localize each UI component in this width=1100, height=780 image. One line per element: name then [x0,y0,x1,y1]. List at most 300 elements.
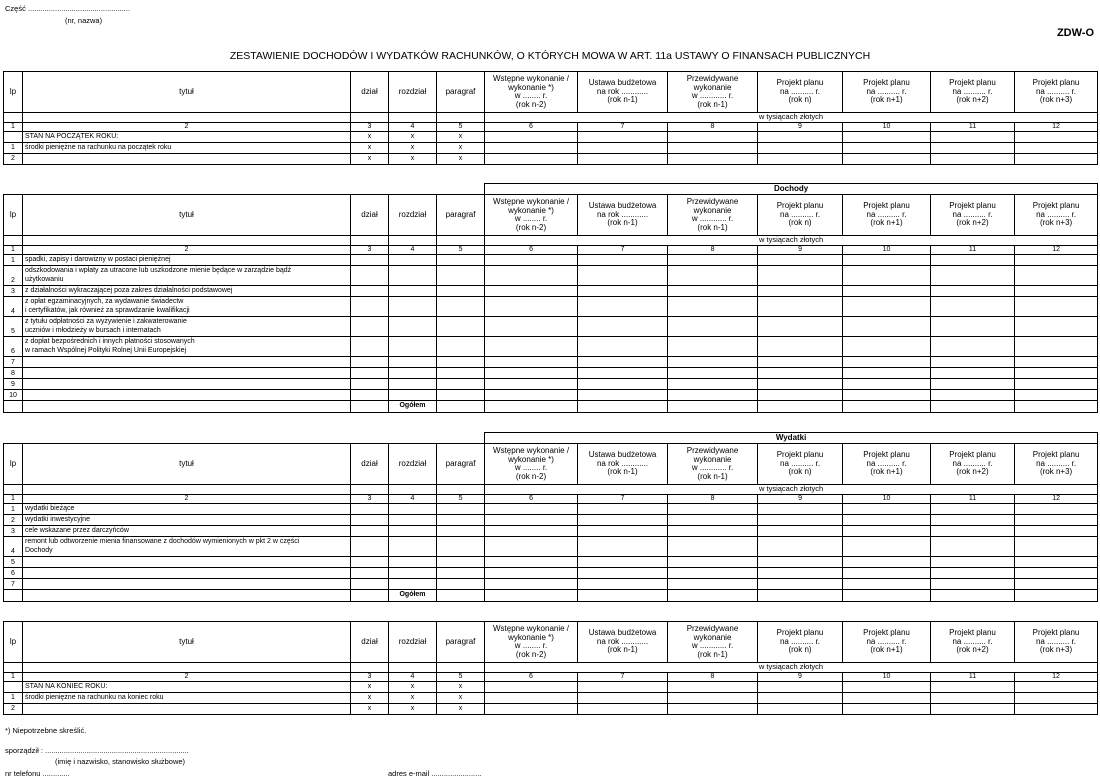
rozdzial-cell[interactable] [389,357,437,368]
col-header-dzial: dział [351,72,389,113]
value-cell[interactable] [1015,379,1098,390]
paragraf-cell[interactable] [437,286,485,297]
table-row [4,286,1098,297]
value-cell[interactable] [485,297,578,317]
value-cell[interactable] [758,704,843,715]
col-header-przewidywane-wykonanie: Przewidywane wykonanie w ............ r. (rok n-1) [668,622,758,663]
table-row [4,526,1098,537]
value-cell[interactable] [758,515,843,526]
value-cell[interactable] [578,143,668,154]
column-number: 8 [668,672,758,682]
rozdzial-cell[interactable] [389,255,437,266]
x-mark: x [437,132,485,143]
value-cell[interactable] [1015,317,1098,337]
value-cell[interactable] [668,266,758,286]
value-cell[interactable] [1015,590,1098,602]
value-cell[interactable] [758,132,843,143]
value-cell[interactable] [931,557,1015,568]
paragraf-cell[interactable] [437,526,485,537]
value-cell[interactable] [1015,579,1098,590]
value-cell[interactable] [758,568,843,579]
column-number: 10 [843,672,931,682]
value-cell[interactable] [485,590,578,602]
value-cell[interactable] [578,337,668,357]
value-cell[interactable] [931,255,1015,266]
value-cell[interactable] [843,526,931,537]
rozdzial-cell[interactable] [389,317,437,337]
rozdzial-cell[interactable] [389,537,437,557]
value-cell[interactable] [668,515,758,526]
value-cell[interactable] [758,526,843,537]
row-lp: 2 [4,515,23,526]
value-cell[interactable] [668,504,758,515]
value-cell[interactable] [668,368,758,379]
value-cell[interactable] [1015,132,1098,143]
col-header-rozdzial: rozdział [389,444,437,485]
value-cell[interactable] [668,286,758,297]
value-cell[interactable] [578,132,668,143]
dzial-cell[interactable] [351,515,389,526]
row-title: wydatki bieżące [23,504,351,515]
dzial-cell[interactable] [351,368,389,379]
income-table [3,183,1098,413]
paragraf-cell[interactable] [437,537,485,557]
dzial-cell[interactable] [351,568,389,579]
value-cell[interactable] [1015,693,1098,704]
column-number: 6 [485,494,578,504]
value-cell[interactable] [485,379,578,390]
value-cell[interactable] [485,568,578,579]
value-cell[interactable] [485,401,578,413]
value-cell[interactable] [843,557,931,568]
value-cell[interactable] [758,143,843,154]
value-cell[interactable] [931,515,1015,526]
value-cell[interactable] [931,143,1015,154]
col-header-przewidywane-wykonanie: Przewidywane wykonanie w ............ r. (rok n-1) [668,72,758,113]
value-cell[interactable] [668,379,758,390]
table-row [4,379,1098,390]
value-cell[interactable] [931,390,1015,401]
value-cell[interactable] [668,704,758,715]
value-cell[interactable] [758,255,843,266]
value-cell[interactable] [578,557,668,568]
row-title [23,379,351,390]
value-cell[interactable] [1015,704,1098,715]
row-title [23,557,351,568]
value-cell[interactable] [485,682,578,693]
column-number: 3 [351,245,389,255]
value-cell[interactable] [843,255,931,266]
rozdzial-cell[interactable] [389,557,437,568]
value-cell[interactable] [931,590,1015,602]
value-cell[interactable] [843,317,931,337]
start-rows [4,143,1098,165]
value-cell[interactable] [485,704,578,715]
value-cell[interactable] [668,526,758,537]
row-lp: 7 [4,357,23,368]
value-cell[interactable] [843,266,931,286]
expenses-table [3,432,1098,602]
value-cell[interactable] [1015,557,1098,568]
value-cell[interactable] [758,286,843,297]
value-cell[interactable] [668,568,758,579]
value-cell[interactable] [1015,368,1098,379]
dzial-cell[interactable] [351,504,389,515]
table-row [4,704,1098,715]
value-cell[interactable] [578,401,668,413]
value-cell[interactable] [668,143,758,154]
column-number: 3 [351,122,389,132]
value-cell[interactable] [931,286,1015,297]
value-cell[interactable] [578,590,668,602]
value-cell[interactable] [843,143,931,154]
value-cell[interactable] [931,337,1015,357]
value-cell[interactable] [758,390,843,401]
value-cell[interactable] [485,526,578,537]
row-lp: 1 [4,143,23,154]
form-code: ZDW-O [1056,27,1094,39]
rozdzial-cell[interactable] [389,266,437,286]
value-cell[interactable] [1015,515,1098,526]
col-header-ustawa-budzetowa: Ustawa budżetowa na rok ............ (rok n-1) [578,622,668,663]
dzial-cell[interactable] [351,266,389,286]
column-number: 12 [1015,672,1098,682]
value-cell[interactable] [668,537,758,557]
dzial-cell[interactable] [351,255,389,266]
value-cell[interactable] [1015,266,1098,286]
paragraf-cell[interactable] [437,255,485,266]
row-title: cele wskazane przez darczyńców [23,526,351,537]
row-lp: 8 [4,368,23,379]
value-cell[interactable] [758,693,843,704]
value-cell[interactable] [485,132,578,143]
total-row [4,401,1098,413]
paragraf-cell[interactable] [437,579,485,590]
footnote: *) Niepotrzebne skreślić. [5,726,87,735]
column-number: 11 [931,245,1015,255]
row-title: z działalności wykraczającej poza zakres działalności podstawowej [23,286,351,297]
value-cell[interactable] [485,368,578,379]
paragraf-cell[interactable] [437,357,485,368]
value-cell[interactable] [668,557,758,568]
value-cell[interactable] [1015,337,1098,357]
x-mark: x [437,693,485,704]
paragraf-cell[interactable] [437,568,485,579]
value-cell[interactable] [578,266,668,286]
value-cell[interactable] [668,401,758,413]
value-cell[interactable] [485,255,578,266]
value-cell[interactable] [758,357,843,368]
value-cell[interactable] [843,568,931,579]
table-row [4,317,1098,337]
value-cell[interactable] [758,154,843,165]
value-cell[interactable] [1015,143,1098,154]
rozdzial-cell[interactable] [389,526,437,537]
value-cell[interactable] [931,357,1015,368]
column-number: 7 [578,672,668,682]
value-cell[interactable] [931,266,1015,286]
value-cell[interactable] [931,401,1015,413]
value-cell[interactable] [758,537,843,557]
paragraf-cell[interactable] [437,368,485,379]
value-cell[interactable] [931,297,1015,317]
value-cell[interactable] [578,568,668,579]
rozdzial-cell[interactable] [389,568,437,579]
dzial-cell[interactable] [351,297,389,317]
value-cell[interactable] [843,368,931,379]
column-number: 12 [1015,122,1098,132]
value-cell[interactable] [1015,504,1098,515]
value-cell[interactable] [758,579,843,590]
value-cell[interactable] [843,401,931,413]
col-header-wstepne-wykonanie: Wstępne wykonanie / wykonanie *) w ........ r. (rok n-2) [485,444,578,485]
value-cell[interactable] [578,693,668,704]
column-number: 8 [668,494,758,504]
value-cell[interactable] [485,557,578,568]
col-header-tytul: tytuł [23,195,351,236]
value-cell[interactable] [485,286,578,297]
value-cell[interactable] [843,537,931,557]
value-cell[interactable] [843,286,931,297]
x-mark: x [389,704,437,715]
column-number: 4 [389,122,437,132]
col-header-tytul: tytuł [23,622,351,663]
row-lp: 10 [4,390,23,401]
value-cell[interactable] [668,590,758,602]
dzial-cell[interactable] [351,379,389,390]
value-cell[interactable] [668,693,758,704]
column-number: 2 [23,672,351,682]
col-header-projekt-n2: Projekt planu na .......... r. (rok n+2) [931,195,1015,236]
value-cell[interactable] [578,368,668,379]
column-number: 7 [578,122,668,132]
table-header [4,195,1098,255]
value-cell[interactable] [1015,297,1098,317]
paragraf-cell[interactable] [437,379,485,390]
value-cell[interactable] [843,357,931,368]
units-label: w tysiącach złotych [485,113,1098,123]
rozdzial-cell[interactable] [389,504,437,515]
dzial-cell[interactable] [351,317,389,337]
value-cell[interactable] [758,317,843,337]
row-title [23,579,351,590]
value-cell[interactable] [931,154,1015,165]
value-cell[interactable] [578,579,668,590]
value-cell[interactable] [578,317,668,337]
value-cell[interactable] [843,693,931,704]
value-cell[interactable] [931,682,1015,693]
value-cell[interactable] [843,390,931,401]
dzial-cell[interactable] [351,579,389,590]
value-cell[interactable] [668,255,758,266]
value-cell[interactable] [758,590,843,602]
value-cell[interactable] [668,317,758,337]
column-number: 4 [389,494,437,504]
table-row [4,337,1098,357]
dzial-cell[interactable] [351,537,389,557]
value-cell[interactable] [758,557,843,568]
value-cell[interactable] [1015,537,1098,557]
value-cell[interactable] [578,390,668,401]
value-cell[interactable] [843,590,931,602]
rozdzial-cell[interactable] [389,368,437,379]
value-cell[interactable] [931,132,1015,143]
value-cell[interactable] [1015,154,1098,165]
income-section-label: Dochody [485,184,1098,195]
dzial-cell[interactable] [351,526,389,537]
value-cell[interactable] [578,286,668,297]
rozdzial-cell[interactable] [389,390,437,401]
dzial-cell[interactable] [351,390,389,401]
rozdzial-cell[interactable] [389,579,437,590]
value-cell[interactable] [843,515,931,526]
value-cell[interactable] [668,682,758,693]
value-cell[interactable] [758,337,843,357]
value-cell[interactable] [485,579,578,590]
value-cell[interactable] [931,693,1015,704]
value-cell[interactable] [1015,526,1098,537]
x-mark: x [437,154,485,165]
value-cell[interactable] [843,682,931,693]
value-cell[interactable] [931,568,1015,579]
col-header-ustawa-budzetowa: Ustawa budżetowa na rok ............ (rok n-1) [578,195,668,236]
row-lp: 7 [4,579,23,590]
value-cell[interactable] [843,379,931,390]
start-of-year-table [3,71,1098,165]
x-mark: x [351,682,389,693]
value-cell[interactable] [931,379,1015,390]
value-cell[interactable] [1015,255,1098,266]
value-cell[interactable] [578,515,668,526]
value-cell[interactable] [843,132,931,143]
value-cell[interactable] [578,537,668,557]
col-header-dzial: dział [351,195,389,236]
value-cell[interactable] [578,504,668,515]
table-row [4,357,1098,368]
col-header-paragraf: paragraf [437,444,485,485]
column-number: 12 [1015,245,1098,255]
units-label: w tysiącach złotych [485,236,1098,246]
value-cell[interactable] [485,317,578,337]
dzial-cell[interactable] [351,357,389,368]
paragraf-cell[interactable] [437,390,485,401]
value-cell[interactable] [485,504,578,515]
value-cell[interactable] [578,526,668,537]
value-cell[interactable] [485,693,578,704]
value-cell[interactable] [578,682,668,693]
value-cell[interactable] [485,515,578,526]
paragraf-cell[interactable] [437,297,485,317]
column-number: 7 [578,245,668,255]
value-cell[interactable] [843,297,931,317]
value-cell[interactable] [485,390,578,401]
value-cell[interactable] [843,704,931,715]
column-number: 9 [758,672,843,682]
rozdzial-cell[interactable] [389,379,437,390]
value-cell[interactable] [1015,682,1098,693]
col-header-przewidywane-wykonanie: Przewidywane wykonanie w ............ r. (rok n-1) [668,195,758,236]
value-cell[interactable] [1015,286,1098,297]
dzial-cell[interactable] [351,337,389,357]
value-cell[interactable] [931,526,1015,537]
value-cell[interactable] [578,379,668,390]
value-cell[interactable] [843,504,931,515]
value-cell[interactable] [758,266,843,286]
value-cell[interactable] [758,379,843,390]
value-cell[interactable] [668,579,758,590]
value-cell[interactable] [578,154,668,165]
paragraf-cell[interactable] [437,504,485,515]
dzial-cell[interactable] [351,286,389,297]
value-cell[interactable] [931,504,1015,515]
value-cell[interactable] [668,154,758,165]
value-cell[interactable] [578,704,668,715]
value-cell[interactable] [485,266,578,286]
paragraf-cell[interactable] [437,337,485,357]
value-cell[interactable] [758,401,843,413]
row-lp: 1 [4,693,23,704]
value-cell[interactable] [1015,357,1098,368]
value-cell[interactable] [578,357,668,368]
value-cell[interactable] [1015,568,1098,579]
value-cell[interactable] [758,682,843,693]
col-header-lp: lp [4,622,23,663]
value-cell[interactable] [843,337,931,357]
value-cell[interactable] [578,297,668,317]
value-cell[interactable] [758,297,843,317]
value-cell[interactable] [485,357,578,368]
value-cell[interactable] [758,504,843,515]
value-cell[interactable] [668,132,758,143]
value-cell[interactable] [668,297,758,317]
value-cell[interactable] [758,368,843,379]
col-header-wstepne-wykonanie: Wstępne wykonanie / wykonanie *) w ........ r. (rok n-2) [485,622,578,663]
rozdzial-cell[interactable] [389,297,437,317]
row-lp: 4 [4,297,23,317]
rozdzial-cell[interactable] [389,286,437,297]
paragraf-cell[interactable] [437,266,485,286]
value-cell[interactable] [668,390,758,401]
value-cell[interactable] [485,337,578,357]
value-cell[interactable] [1015,390,1098,401]
paragraf-cell[interactable] [437,515,485,526]
rozdzial-cell[interactable] [389,515,437,526]
value-cell[interactable] [931,317,1015,337]
table-row [4,143,1098,154]
value-cell[interactable] [1015,401,1098,413]
value-cell[interactable] [931,368,1015,379]
value-cell[interactable] [668,357,758,368]
value-cell[interactable] [578,255,668,266]
value-cell[interactable] [843,154,931,165]
value-cell[interactable] [668,337,758,357]
col-header-projekt-n1: Projekt planu na .......... r. (rok n+1) [843,195,931,236]
value-cell[interactable] [931,704,1015,715]
value-cell[interactable] [931,537,1015,557]
column-number: 3 [351,672,389,682]
paragraf-cell[interactable] [437,557,485,568]
x-mark: x [389,154,437,165]
rozdzial-cell[interactable] [389,337,437,357]
paragraf-cell[interactable] [437,317,485,337]
value-cell[interactable] [485,143,578,154]
column-number: 1 [4,494,23,504]
value-cell[interactable] [843,579,931,590]
value-cell[interactable] [485,537,578,557]
value-cell[interactable] [485,154,578,165]
dzial-cell[interactable] [351,557,389,568]
value-cell[interactable] [931,579,1015,590]
